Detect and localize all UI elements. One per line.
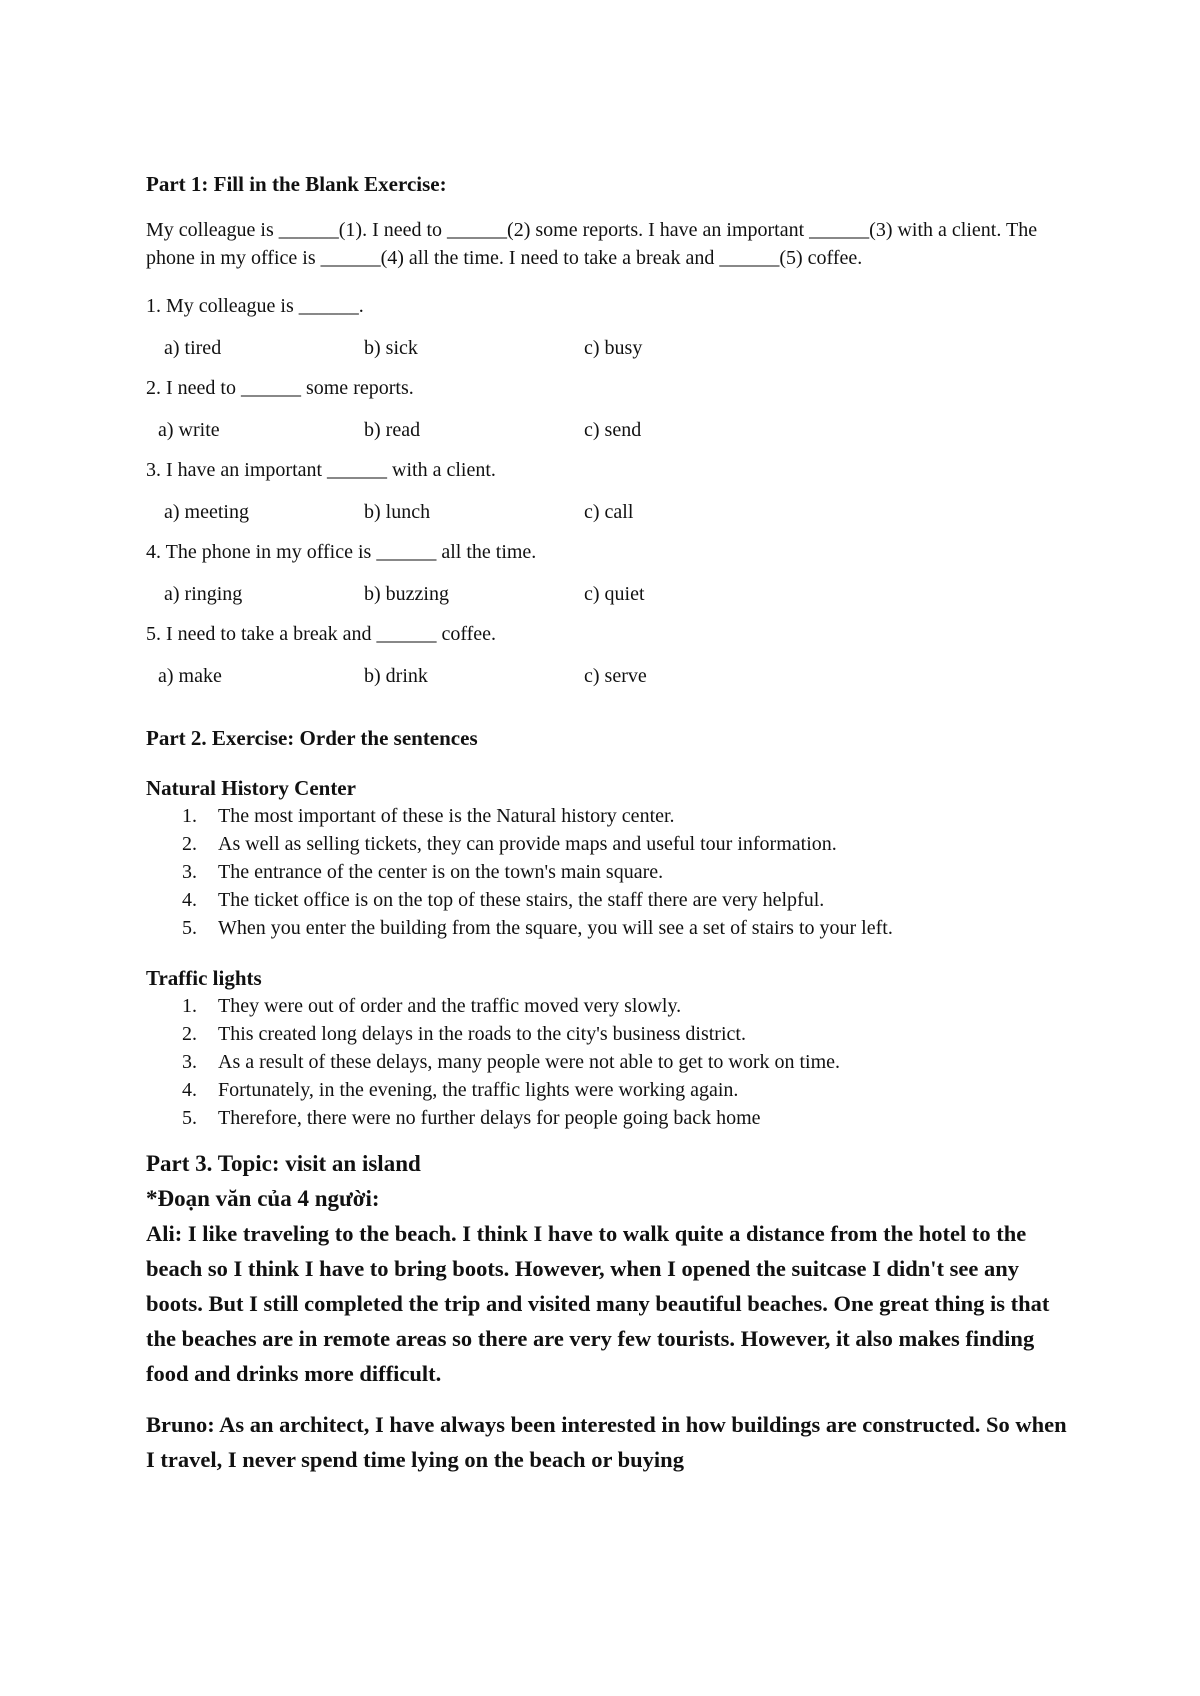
options-4 <box>146 580 1076 608</box>
option-b: b) lunch <box>364 501 431 523</box>
option-c: c) busy <box>584 337 643 359</box>
list-number: 5. <box>182 917 197 939</box>
option-b: b) drink <box>364 665 428 687</box>
list-text: The most important of these is the Natural history center. <box>218 805 675 827</box>
list-text: As well as selling tickets, they can provide maps and useful tour information. <box>218 833 837 855</box>
list-number: 2. <box>182 1023 197 1045</box>
question-2: 2. I need to ______ some reports. <box>146 377 414 399</box>
question-block <box>146 456 1076 526</box>
list-number: 3. <box>182 861 197 883</box>
question-block <box>146 292 1076 362</box>
paragraph-ali: Ali: I like traveling to the beach. I think I have to walk quite a distance from the hotel to the beach so I think I have to bring boots. However, when I opened the suitcase I didn't see any boots. But I still completed the trip and visited many beautiful beaches. One great thing is that the beaches are in remote areas so there are very few tourists. However, it also makes finding food and drinks more difficult. <box>146 1221 1050 1386</box>
list-item <box>146 1076 1076 1104</box>
options-3 <box>146 498 1076 526</box>
options-5 <box>146 662 1076 690</box>
question-3: 3. I have an important ______ with a client. <box>146 459 496 481</box>
list-text: Therefore, there were no further delays for people going back home <box>218 1107 761 1129</box>
option-a: a) tired <box>164 337 222 359</box>
part3-title: Part 3. Topic: visit an island <box>146 1151 421 1176</box>
list-text: This created long delays in the roads to the city's business district. <box>218 1023 746 1045</box>
question-1: 1. My colleague is ______. <box>146 295 364 317</box>
list-item <box>146 1048 1076 1076</box>
list-text: They were out of order and the traffic moved very slowly. <box>218 995 682 1017</box>
list-number: 1. <box>182 995 197 1017</box>
list-text: The ticket office is on the top of these stairs, the staff there are very helpful. <box>218 889 825 911</box>
list-number: 4. <box>182 1079 197 1101</box>
list-text: When you enter the building from the square, you will see a set of stairs to your left. <box>218 917 893 939</box>
option-c: c) quiet <box>584 583 645 605</box>
option-a: a) meeting <box>164 501 249 523</box>
question-block <box>146 620 1076 690</box>
option-b: b) buzzing <box>364 583 449 605</box>
question-5: 5. I need to take a break and ______ coffee. <box>146 623 497 645</box>
list-text: The entrance of the center is on the town's main square. <box>218 861 664 883</box>
option-b: b) sick <box>364 337 418 359</box>
list-item <box>146 858 1076 886</box>
option-c: c) serve <box>584 665 647 687</box>
list-item <box>146 914 1076 942</box>
list-number: 5. <box>182 1107 197 1129</box>
list-number: 3. <box>182 1051 197 1073</box>
list-text: Fortunately, in the evening, the traffic lights were working again. <box>218 1079 739 1101</box>
option-a: a) ringing <box>164 583 243 605</box>
options-1 <box>146 334 1076 362</box>
list-item <box>146 886 1076 914</box>
question-4: 4. The phone in my office is ______ all the time. <box>146 541 537 563</box>
section-heading: Natural History Center <box>146 776 356 800</box>
option-a: a) make <box>158 665 222 687</box>
section-heading: Traffic lights <box>146 966 262 990</box>
ordered-list <box>146 992 1076 1132</box>
list-number: 2. <box>182 833 197 855</box>
document-content <box>146 170 1076 1477</box>
list-item <box>146 802 1076 830</box>
question-block <box>146 374 1076 444</box>
list-item <box>146 1104 1076 1132</box>
option-a: a) write <box>158 419 220 441</box>
list-item <box>146 1020 1076 1048</box>
part3-subtitle: *Đoạn văn của 4 người: <box>146 1186 380 1211</box>
options-2 <box>146 416 1076 444</box>
paragraph-bruno: Bruno: As an architect, I have always been interested in how buildings are constructed. So when I travel, I never spend time lying on the beach or buying <box>146 1412 1067 1472</box>
list-item <box>146 992 1076 1020</box>
list-number: 4. <box>182 889 197 911</box>
question-block <box>146 538 1076 608</box>
part1-title: Part 1: Fill in the Blank Exercise: <box>146 172 447 196</box>
part2-title: Part 2. Exercise: Order the sentences <box>146 726 478 750</box>
part1-paragraph: My colleague is ______(1). I need to ______(2) some reports. I have an important ______(3) with a client. The phone in my office is ______(4) all the time. I need to take a break and ______(5) coffee. <box>146 219 1038 269</box>
option-b: b) read <box>364 419 421 441</box>
option-c: c) send <box>584 419 642 441</box>
list-text: As a result of these delays, many people were not able to get to work on time. <box>218 1051 841 1073</box>
list-number: 1. <box>182 805 197 827</box>
option-c: c) call <box>584 501 634 523</box>
ordered-list <box>146 802 1076 942</box>
list-item <box>146 830 1076 858</box>
